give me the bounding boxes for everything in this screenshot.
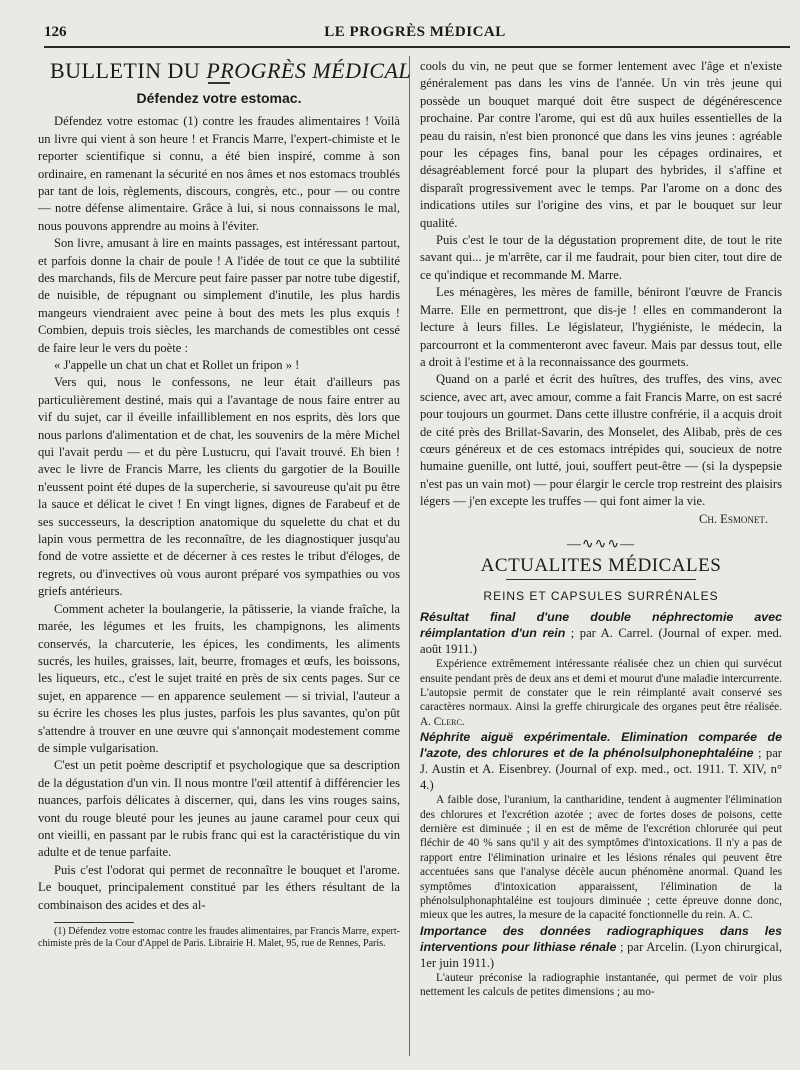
footnote: (1) Défendez votre estomac contre les fraudes alimentaires, par Francis Marre, expert-chimiste près de la Cour d'Appel de Paris. Librairie H. Malet, 95, rue de Rennes, Paris. [38, 926, 400, 949]
paragraph: Vers qui, nous le confessons, ne leur était d'ailleurs pas particulièrement destiné, mais qui a l'avantage de nous faire entrer au vif du sujet, car il éveille infailliblement en nos esprits, dès lors que nous parlons d'alimentation et de chat, les souvenirs de la mère Michel qui l'avait perdu — et du père Lustucru, qui l'avait trouvé. Eh bien ! avec le livre de Francis Marre, les clients du gargotier de la Bouille n'eussent point été dupes de la supercherie, si savoureuse qu'ait pu être la sauce et délicat le civet ! En vingt lignes, dignes de Farabeuf et de ses successeurs, la description anatomique du squelette du chat et du lapin vous permettra de les reconnaître, de les diagnostiquer jusqu'au fond de votre assiette et de décerner à ces restes le tribut d'éloges, de regrets, ou d'invectives où vous auront préparé vos sympathies ou vos griefs antérieurs. [38, 375, 400, 599]
paragraph: C'est un petit poème descriptif et psychologique que sa description de la dégustation d'un vin. Il nous montre l'œil attentif à différencier les nuances, parfois délicates à discerner, qui, dans les vins rouges sains, vont du rouge bleuté pour les jeunes au jaune caramel pour ceux qui ont vieilli, en passant par le rubis franc qui est la caractéristique du vin adulte et de tenue parfaite. [38, 758, 400, 860]
article-title: Importance des données radiographiques dans les interventions pour lithiase rénale [420, 923, 782, 954]
paragraph: Puis c'est le tour de la dégustation proprement dite, de tout le rite savant qui... je m'arrête, car il me faudrait, pour bien citer, tout dire de ce qu'indique et recommande M. Marre. [420, 233, 782, 282]
article-source: ; par A. Carrel. (Journal of exper. med. août 1911.) [420, 626, 782, 657]
left-column [38, 58, 412, 949]
paragraph: Son livre, amusant à lire en maints passages, est intéressant partout, et parfois donne la chair de poule ! A l'idée de tout ce que la subtilité des marchands, fils de Mercure peut faire passer par notre tube digestif, de nuisible, de répugnant ou simplement d'inutile, les plus hardis mangeurs viendraient avec peine à bout des mets les plus exquis ! Combien, depuis trois siècles, les marchands de comestibles ont cessé de faire leur le vers du poète : [38, 236, 400, 355]
bulletin-heading [50, 58, 412, 83]
running-header [44, 24, 786, 44]
article-body: A faible dose, l'uranium, la cantharidine, tendent à augmenter l'élimination des chlorures et l'excrétion azotée ; avec de fortes doses de poisons, cette dernière est diminuée ; il en est de même de l'excrétion chlorurée qui peut fléchir de 40 % sans qu'il y ait des symptômes d'intoxications. Il n'y a pas de rapport entre l'élimination urinaire et les lésions rénales qui peuvent être accentuées sans que l'analyse décèle aucun phénomène anormal. Quand les symptômes d'intoxication apparaissent, l'élimination de la phénolsulphonaphtaléine est toujours diminuée ; cette épreuve donne donc, mieux que les autres, la mesure de la capacité fonctionnelle du rein. A. C. [420, 794, 782, 922]
article-source: ; par Arcelin. (Lyon chirurgical, 1er juin 1911.) [420, 939, 782, 970]
journal-title: LE PROGRÈS MÉDICAL [324, 24, 506, 40]
signature: Ch. Esmonet. [698, 511, 768, 526]
bulletin-heading-journal: PROGRÈS MÉDICAL [206, 58, 412, 83]
bulletin-heading-main: BULLETIN DU [50, 58, 207, 83]
paragraph: Les ménagères, les mères de famille, béniront l'œuvre de Francis Marre. Elle en permettront, que dis-je ! elles en commanderont la lecture à leurs filles. Le législateur, l'hygiéniste, le médecin, la parcourront et la commenteront avec faveur. Mais par dessus tout, elle a droit à l'estime et à la reconnaissance des gourmets. [420, 285, 782, 369]
article-body: Expérience extrêmement intéressante réalisée chez un chien qui survécut ensuite pendant près de deux ans et demi et mourut d'une maladie intercurrente. L'autopsie permit de constater que le rein réimplanté avait conservé ses caractères normaux. Ainsi la greffe chirurgicale des organes peut être réalisée. A. Clerc. [420, 658, 782, 728]
section-rule [506, 579, 696, 580]
right-column [420, 58, 782, 1000]
article-title: Néphrite aiguë expérimentale. Elimination comparée de l'azote, des chlorures et de la phénolsulphonephtaléine [420, 730, 782, 761]
quotation: « J'appelle un chat un chat et Rollet un fripon » ! [54, 358, 300, 372]
paragraph: Défendez votre estomac (1) contre les fraudes alimentaires ! Voilà un livre qui vient à son heure ! et Francis Marre, l'expert-chimiste et le reporter scientifique si connu, a été bien inspiré, comme à son ordinaire, en ramenant la sécurité en nos âmes et nos estomacs troublés par tant de lois, règlements, discours, congrès, etc., pour — ou contre — notre défense alimentaire. Grâce à lui, si nous connaissons le mal, nous pouvons apprendre au moins à l'éviter. [38, 114, 400, 233]
article-title: Résultat final d'une double néphrectomie avec réimplantation d'un rein [420, 610, 782, 641]
article-source: ; par J. Austin et A. Eisenbrey. (Journal of exp. med., oct. 1911. T. XIV, n° 4.) [420, 746, 782, 793]
article-entry [420, 609, 782, 657]
page-number: 126 [44, 24, 67, 40]
article-body: L'auteur préconise la radiographie instantanée, qui permet de voir plus nettement les calculs de petites dimensions ; au mo- [420, 971, 782, 999]
paragraph: Comment acheter la boulangerie, la pâtisserie, la viande fraîche, la marée, les légumes et les fruits, les champignons, les aliments conservés, la charcuterie, les épices, les condiments, les aliments sucrés, les huiles, graisses, lait, beurre, fromages et œufs, les boissons, les liqueurs, etc., c'est le sujet traité en près de six cents pages. Sur ce sujet, en apparence — en apparence seulement — si trivial, l'auteur a su écrire les choses les plus justes, parfois les plus savantes, qu'on pût s'attendre à trouver en une œuvre qui s'annonçait modestement comme de simple vulgarisation. [38, 601, 400, 755]
article-entry [420, 729, 782, 793]
article-author: A. C. [728, 909, 753, 922]
paragraph: Puis c'est l'odorat qui permet de reconnaître le bouquet et l'arome. Le bouquet, principalement constitué par les éthers résultant de la combinaison des acides et des al- [38, 862, 400, 912]
paragraph: cools du vin, ne peut que se former lentement avec l'âge et n'existe généralement pas dans les vins de l'année. Un vin très jeune qui possède un bouquet marqué doit être suspect de dégénérescence prochaine. Par contre l'arome, qui est dû aux huiles essentielles de la peau du raisin, n'est bien prononcé que dans les vins jeunes : agréable pour les cépages fins, banal pour les cépages ordinaires, et désagréablement forcé pour la plupart des hybrides, il s'affine et disparaît progressivement avec le temps. Par l'arome on a donc des indications utiles sur l'origine des vins, et par le bouquet sur leur qualité. [420, 59, 782, 230]
article-entry [420, 923, 782, 971]
article-subtitle: Défendez votre estomac. [136, 89, 302, 106]
section-heading: ACTUALITES MÉDICALES [480, 555, 722, 577]
ornament-divider: —∿∿∿— [566, 536, 636, 552]
column-divider [409, 56, 410, 1056]
article-author: A. Clerc. [420, 715, 465, 728]
subsection-heading: REINS ET CAPSULES SURRÉNALES [483, 588, 719, 603]
paragraph: Quand on a parlé et écrit des huîtres, des truffes, des vins, avec science, avec art, avec amour, comme a fait Francis Marre, on est sacré pour toujours un gourmet. Dans cette illustre confrérie, il a acquis droit de cité près des Brillat-Savarin, des Monselet, des Alibab, près de ces cœurs généreux et de ces estomacs intrépides qui, soucieux de notre humaine guenille, ont lutté, joui, souffert peut-être — (si la dyspepsie n'est pas un vain mot) — pour élargir le cercle trop restreint des plaisirs légers — j'en excepte les truffes — qui font aimer la vie. [420, 372, 782, 509]
footnote-rule [54, 922, 134, 923]
header-rule [44, 46, 790, 48]
